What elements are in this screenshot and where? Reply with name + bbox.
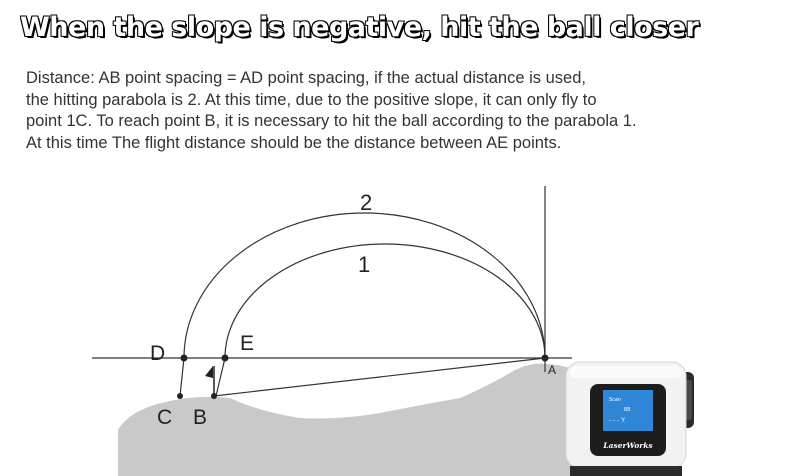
parabola-2 — [184, 213, 545, 358]
description-line: the hitting parabola is 2. At this time, due to the positive slope, it can only fly to — [26, 90, 597, 109]
point-e — [222, 355, 229, 362]
page-title: When the slope is negative, hit the ball closer — [20, 12, 699, 43]
curve-label-2: 2 — [360, 190, 373, 215]
point-label-b: B — [193, 406, 208, 429]
curve-label-1: 1 — [358, 252, 371, 277]
description-line: point 1C. To reach point B, it is necessary to hit the ball according to the parabola 1. — [26, 112, 637, 130]
point-label-d: D — [150, 342, 166, 365]
device-screen-line: 88 — [624, 407, 631, 413]
description-line: Distance: AB point spacing = AD point spacing, if the actual distance is used, — [26, 69, 586, 87]
point-b — [211, 393, 217, 399]
flag-icon — [205, 366, 213, 378]
descent-line-e — [216, 358, 225, 396]
point-a — [542, 355, 549, 362]
device-screen-line: - - - Y — [609, 417, 625, 424]
point-d — [181, 355, 188, 362]
parabola-1 — [225, 244, 545, 358]
point-label-c: C — [157, 406, 173, 429]
point-label-e: E — [240, 332, 255, 355]
rangefinder-device — [566, 362, 694, 476]
descent-line-d — [180, 358, 184, 396]
point-label-a: A — [548, 363, 557, 377]
description-line: At this time The flight distance should be the distance between AE points. — [26, 133, 562, 152]
point-c — [177, 393, 183, 399]
device-screen-line: Scan — [609, 397, 622, 403]
device-brand: LaserWorks — [603, 441, 653, 450]
